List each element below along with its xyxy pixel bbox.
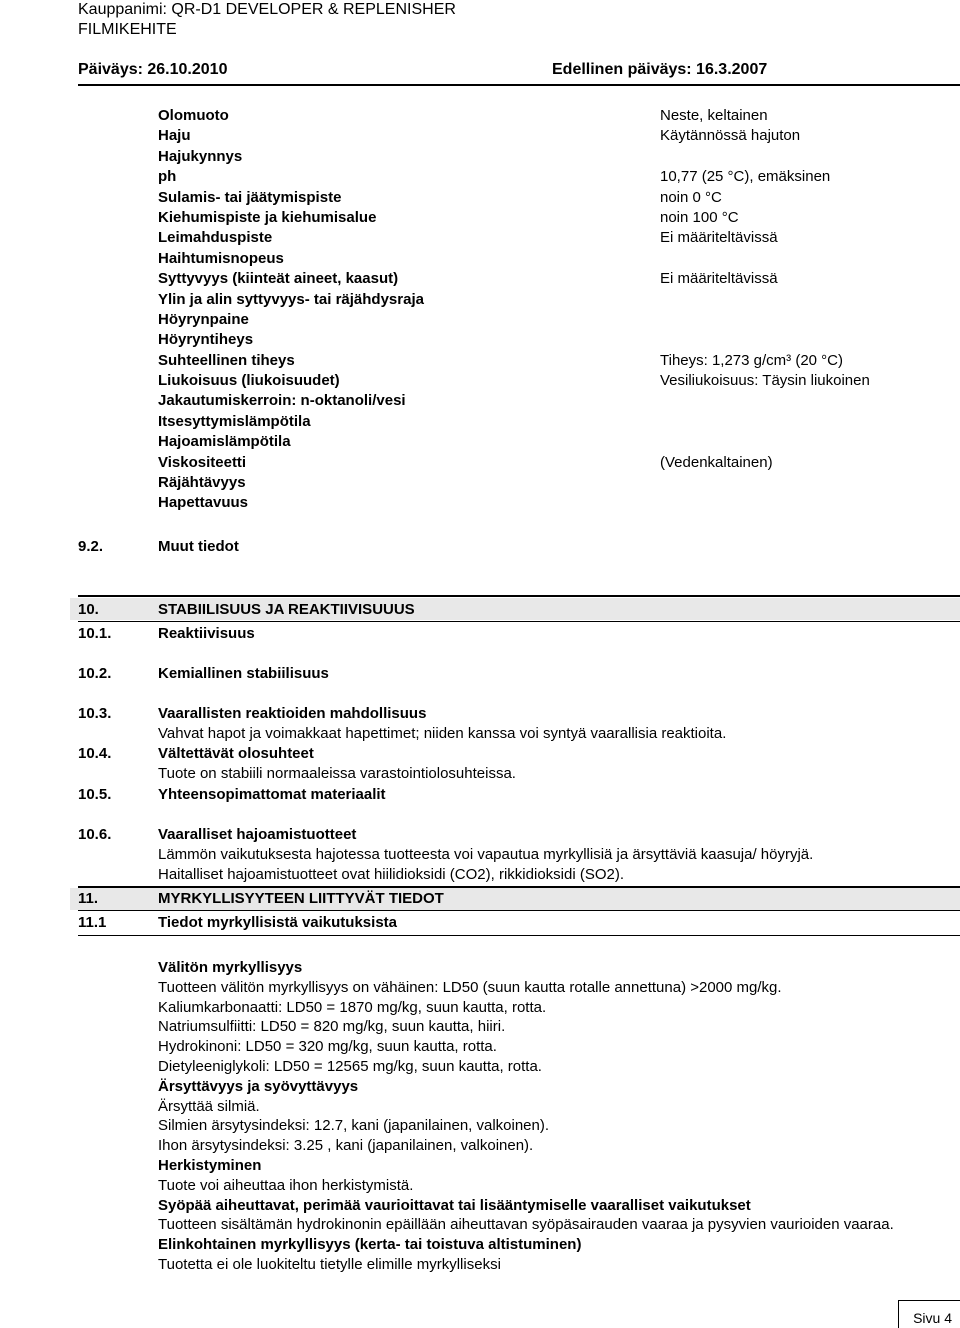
property-label: Liukoisuus (liukoisuudet)	[158, 372, 340, 390]
section-10-6-text-1: Lämmön vaikutuksesta hajotessa tuotteesta voi vapautua myrkyllisiä ja ärsyttäviä kaasuja/ höyryjä.	[158, 846, 814, 863]
acute-toxicity-line: Kaliumkarbonaatti: LD50 = 1870 mg/kg, suun kautta, rotta.	[158, 998, 547, 1016]
property-row	[158, 473, 938, 493]
property-row	[158, 249, 938, 269]
section-11-rule-top	[78, 886, 960, 888]
property-value: noin 100 °C	[660, 208, 739, 226]
property-row	[158, 126, 938, 146]
section-11-rule-mid	[78, 910, 960, 911]
property-row	[158, 351, 938, 371]
acute-toxicity-line: Tuotteen välitön myrkyllisyys on vähäinen: LD50 (suun kautta rotalle annettuna) >2000 mg/kg.	[158, 978, 782, 996]
property-label: Leimahduspiste	[158, 229, 273, 247]
section-10-1-number: 10.1.	[78, 625, 112, 642]
property-label: Jakautumiskerroin: n-oktanoli/vesi	[158, 392, 406, 410]
irritation-heading: Ärsyttävyys ja syövyttävyys	[158, 1077, 359, 1095]
section-10-5-title: Yhteensopimattomat materiaalit	[158, 786, 386, 803]
issue-date: Päiväys: 26.10.2010	[78, 61, 228, 78]
sensitization-line: Tuote voi aiheuttaa ihon herkistymistä.	[158, 1176, 414, 1194]
document-subtitle: FILMIKEHITE	[78, 21, 177, 38]
property-label: Viskositeetti	[158, 453, 247, 471]
section-11-title: MYRKYLLISYYTEEN LIITTYVÄT TIEDOT	[158, 890, 444, 907]
property-value: 10,77 (25 °C), emäksinen	[660, 168, 831, 186]
property-value: Käytännössä hajuton	[660, 127, 801, 145]
section-10-rule-top	[78, 595, 960, 597]
property-row	[158, 269, 938, 289]
property-label: Hapettavuus	[158, 494, 249, 512]
property-value: Vesiliukoisuus: Täysin liukoinen	[660, 372, 870, 390]
property-label: Höyryntiheys	[158, 331, 254, 349]
property-value: Ei määriteltävissä	[660, 270, 778, 288]
property-label: Kiehumispiste ja kiehumisalue	[158, 208, 377, 226]
property-label: Räjähtävyys	[158, 474, 246, 492]
section-10-6-number: 10.6.	[78, 826, 112, 843]
acute-toxicity-line: Hydrokinoni: LD50 = 320 mg/kg, suun kautta, rotta.	[158, 1038, 497, 1056]
property-row	[158, 167, 938, 187]
property-row	[158, 493, 938, 513]
irritation-line: Ihon ärsytysindeksi: 3.25 , kani (japanilainen, valkoinen).	[158, 1137, 534, 1155]
property-value: Ei määriteltävissä	[660, 229, 778, 247]
section-10-4-text: Tuote on stabiili normaaleissa varastointiolosuhteissa.	[158, 765, 516, 782]
section-10-3-text: Vahvat hapot ja voimakkaat hapettimet; niiden kanssa voi syntyä vaarallisia reaktioita.	[158, 725, 727, 742]
property-row	[158, 310, 938, 330]
section-10-4-number: 10.4.	[78, 745, 112, 762]
section-9-2-title: Muut tiedot	[158, 538, 239, 555]
property-row	[158, 147, 938, 167]
irritation-line: Silmien ärsytysindeksi: 12.7, kani (japanilainen, valkoinen).	[158, 1117, 550, 1135]
property-row	[158, 453, 938, 473]
property-label: Höyrynpaine	[158, 310, 249, 328]
property-label: Hajoamislämpötila	[158, 433, 291, 451]
section-10-2-title: Kemiallinen stabiilisuus	[158, 665, 329, 682]
cmr-heading: Syöpää aiheuttavat, perimää vaurioittavat tai lisääntymiselle vaaralliset vaikutukset	[158, 1196, 751, 1214]
property-row	[158, 106, 938, 126]
property-label: Syttyvyys (kiinteät aineet, kaasut)	[158, 270, 399, 288]
property-row	[158, 290, 938, 310]
acute-toxicity-line: Dietyleeniglykoli: LD50 = 12565 mg/kg, suun kautta, rotta.	[158, 1057, 542, 1075]
sensitization-heading: Herkistyminen	[158, 1156, 262, 1174]
section-11-number: 11.	[78, 890, 99, 907]
section-10-6-title: Vaaralliset hajoamistuotteet	[158, 826, 357, 843]
section-10-1-title: Reaktiivisuus	[158, 625, 255, 642]
acute-toxicity-line: Natriumsulfiitti: LD50 = 820 mg/kg, suun kautta, hiiri.	[158, 1018, 506, 1036]
section-10-3-title: Vaarallisten reaktioiden mahdollisuus	[158, 705, 427, 722]
property-row	[158, 330, 938, 350]
acute-toxicity-heading: Välitön myrkyllisyys	[158, 959, 303, 976]
section-11-1-title: Tiedot myrkyllisistä vaikutuksista	[158, 914, 397, 931]
property-row	[158, 188, 938, 208]
property-row	[158, 371, 938, 391]
property-value: Tiheys: 1,273 g/cm³ (20 °C)	[660, 351, 844, 369]
irritation-line: Ärsyttää silmiä.	[158, 1097, 260, 1115]
toxicology-info	[158, 958, 948, 1275]
property-label: Haju	[158, 127, 191, 145]
property-value: (Vedenkaltainen)	[660, 453, 773, 471]
section-10-4-title: Vältettävät olosuhteet	[158, 745, 314, 762]
property-row	[158, 208, 938, 228]
section-10-title: STABIILISUUS JA REAKTIIVISUUUS	[158, 601, 415, 618]
section-10-number: 10.	[78, 601, 99, 618]
property-label: Hajukynnys	[158, 147, 243, 165]
page-number: Sivu 4	[913, 1310, 952, 1326]
property-label: Sulamis- tai jäätymispiste	[158, 188, 342, 206]
property-label: ph	[158, 168, 177, 186]
property-label: Haihtumisnopeus	[158, 249, 284, 267]
previous-date: Edellinen päiväys: 16.3.2007	[552, 61, 768, 78]
stot-heading: Elinkohtainen myrkyllisyys (kerta- tai toistuva altistuminen)	[158, 1236, 582, 1254]
section-9-2-number: 9.2.	[78, 538, 104, 555]
stot-line: Tuotetta ei ole luokiteltu tietylle elimille myrkylliseksi	[158, 1255, 501, 1273]
property-row	[158, 432, 938, 452]
property-row	[158, 391, 938, 411]
property-label: Olomuoto	[158, 107, 229, 124]
property-label: Suhteellinen tiheys	[158, 351, 295, 369]
section-11-rule-bottom	[78, 935, 960, 936]
properties-table	[158, 106, 938, 514]
property-value: noin 0 °C	[660, 188, 722, 206]
cmr-line: Tuotteen sisältämän hydrokinonin epäillään aiheuttavan syöpäsairauden vaaraa ja pysyvien vaurioiden vaaraa.	[158, 1216, 894, 1234]
property-label: Ylin ja alin syttyvyys- tai räjähdysraja	[158, 290, 424, 308]
section-10-rule-bottom	[78, 621, 960, 622]
property-row	[158, 228, 938, 248]
section-11-1-number: 11.1	[78, 914, 107, 931]
property-value: Neste, keltainen	[660, 107, 768, 124]
section-10-2-number: 10.2.	[78, 665, 112, 682]
section-10-3-number: 10.3.	[78, 705, 112, 722]
property-label: Itsesyttymislämpötila	[158, 412, 311, 430]
header-rule	[78, 84, 960, 86]
document-title: Kauppanimi: QR-D1 DEVELOPER & REPLENISHER	[78, 1, 456, 18]
section-10-6-text-2: Haitalliset hajoamistuotteet ovat hiilidioksidi (CO2), rikkidioksidi (SO2).	[158, 866, 625, 883]
property-row	[158, 412, 938, 432]
section-10-5-number: 10.5.	[78, 786, 112, 803]
